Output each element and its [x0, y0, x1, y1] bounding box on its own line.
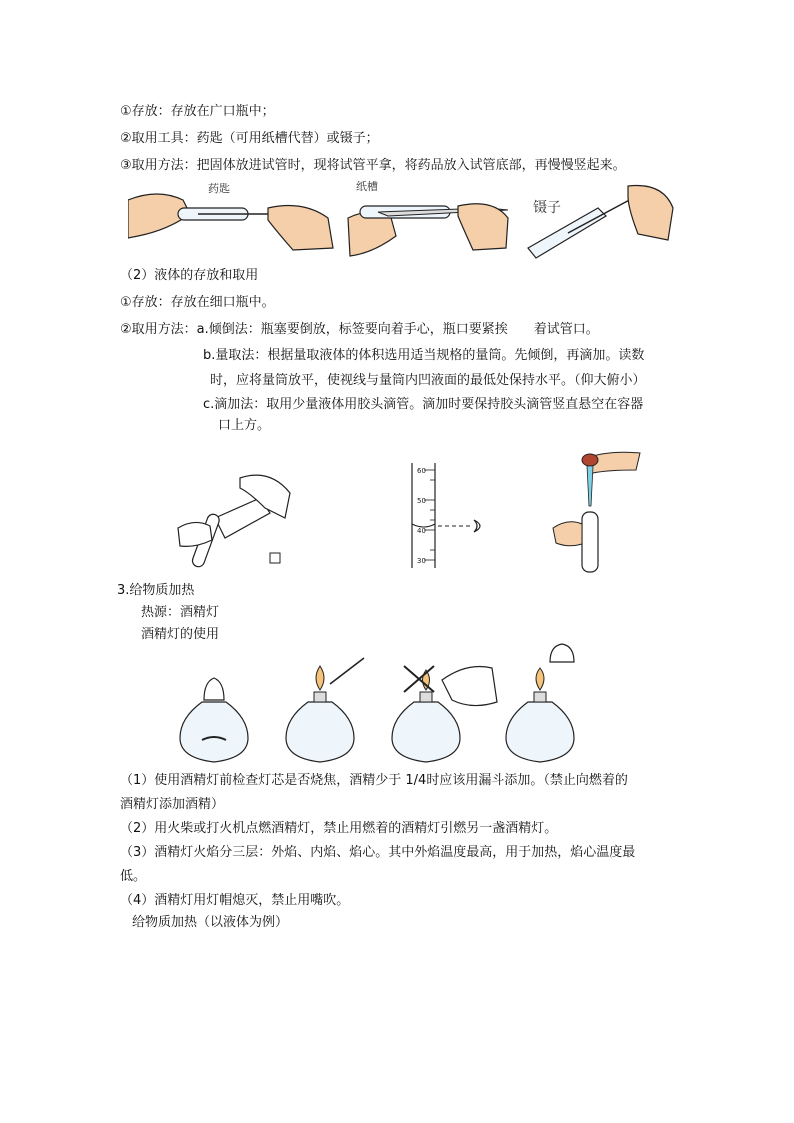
tweezers-panel	[528, 185, 673, 258]
note-1-line-b: 酒精灯添加酒精）	[120, 797, 225, 812]
liquid-method-a: ②取用方法：a.倾倒法：瓶塞要倒放，标签要向着手心，瓶口要紧挨 着试管口。	[120, 322, 599, 337]
rubber-bulb	[582, 454, 598, 466]
lamp-lighting	[286, 658, 364, 762]
lamp-body	[392, 702, 460, 762]
test-tube	[582, 512, 598, 572]
pouring-figure	[170, 458, 310, 573]
note-3-line-a: （3）酒精灯火焰分三层：外焰、内焰、焰心。其中外焰温度最高，用于加热，焰心温度最	[120, 845, 636, 860]
lamp-wrong-lighting	[392, 666, 497, 762]
solid-sampling-figure	[128, 178, 676, 260]
graduated-cylinder-figure	[400, 458, 500, 573]
liquid-method-b-1: b.量取法：根据量取液体的体积选用适当规格的量筒。先倾倒，再滴加。读数	[203, 348, 645, 363]
stopper	[270, 553, 280, 563]
lamp-body	[506, 702, 574, 762]
match	[330, 658, 364, 684]
solid-tools-text: ②取用工具：药匙（可用纸槽代替）或镊子；	[120, 131, 379, 146]
tick-label: 60	[417, 467, 426, 475]
liquid-method-c-1: c.滴加法：取用少量液体用胶头滴管。滴加时要保持胶头滴管竖直悬空在容器	[203, 397, 644, 412]
lamp-neck	[534, 692, 546, 702]
alcohol-lamp-figure	[172, 640, 612, 770]
note-4: （4）酒精灯用灯帽熄灭，禁止用嘴吹。	[120, 893, 350, 908]
solid-storage-text: ①存放：存放在广口瓶中；	[120, 104, 275, 119]
paper-trough-panel	[348, 179, 508, 256]
lamp-cap	[550, 644, 574, 662]
lamp-extinguish	[506, 644, 574, 762]
spoon-panel	[128, 181, 333, 250]
eye-icon	[474, 520, 480, 532]
flame	[536, 668, 544, 690]
paper-trough-label: 纸槽	[356, 180, 378, 193]
spoon-label: 药匙	[208, 182, 230, 195]
note-1-line-a: （1）使用酒精灯前检查灯芯是否烧焦，酒精少于 1/4时应该用漏斗添加。（禁止向燃着的	[120, 773, 628, 788]
liquid-heading: （2）液体的存放和取用	[120, 268, 259, 283]
right-hand	[628, 185, 673, 240]
lamp-body	[286, 702, 354, 762]
solid-method-text: ③取用方法：把固体放进试管时，现将试管平拿，将药品放入试管底部，再慢慢竖起来。	[120, 158, 626, 173]
right-hand	[268, 206, 333, 250]
lamp-use-text: 酒精灯的使用	[141, 627, 220, 642]
note-3-line-b: 低。	[120, 869, 147, 884]
liquid-method-c-2: 口上方。	[218, 418, 271, 433]
tick-label: 50	[417, 497, 426, 505]
note-2: （2）用火柴或打火机点燃酒精灯，禁止用燃着的酒精灯引燃另一盏酒精灯。	[120, 821, 558, 836]
holding-hand	[553, 522, 582, 546]
dropper-figure	[548, 448, 648, 576]
right-hand	[458, 204, 508, 250]
meniscus	[412, 524, 435, 527]
lamp-neck	[420, 692, 432, 702]
left-hand	[178, 522, 212, 546]
heat-source-text: 热源：酒精灯	[141, 605, 220, 620]
tilted-lamp	[442, 667, 497, 706]
lamp-body	[180, 702, 248, 762]
flame	[316, 666, 324, 690]
lamp-neck	[314, 692, 326, 702]
dropper-tube	[587, 466, 593, 506]
liquid-heating-heading: 给物质加热（以液体为例）	[132, 915, 289, 930]
lamp-check-wick	[180, 678, 248, 762]
tweezers-label: 镊子	[533, 200, 561, 216]
liquid-method-b-2: 时，应将量筒放平，使视线与量筒内凹液面的最低处保持水平。（仰大俯小）	[210, 373, 646, 388]
tick-label: 40	[417, 527, 426, 535]
lamp-cap	[204, 678, 224, 700]
liquid-storage-text: ①存放：存放在细口瓶中。	[120, 295, 275, 310]
tick-label: 30	[417, 557, 426, 565]
heating-heading: 3.给物质加热	[117, 583, 195, 598]
